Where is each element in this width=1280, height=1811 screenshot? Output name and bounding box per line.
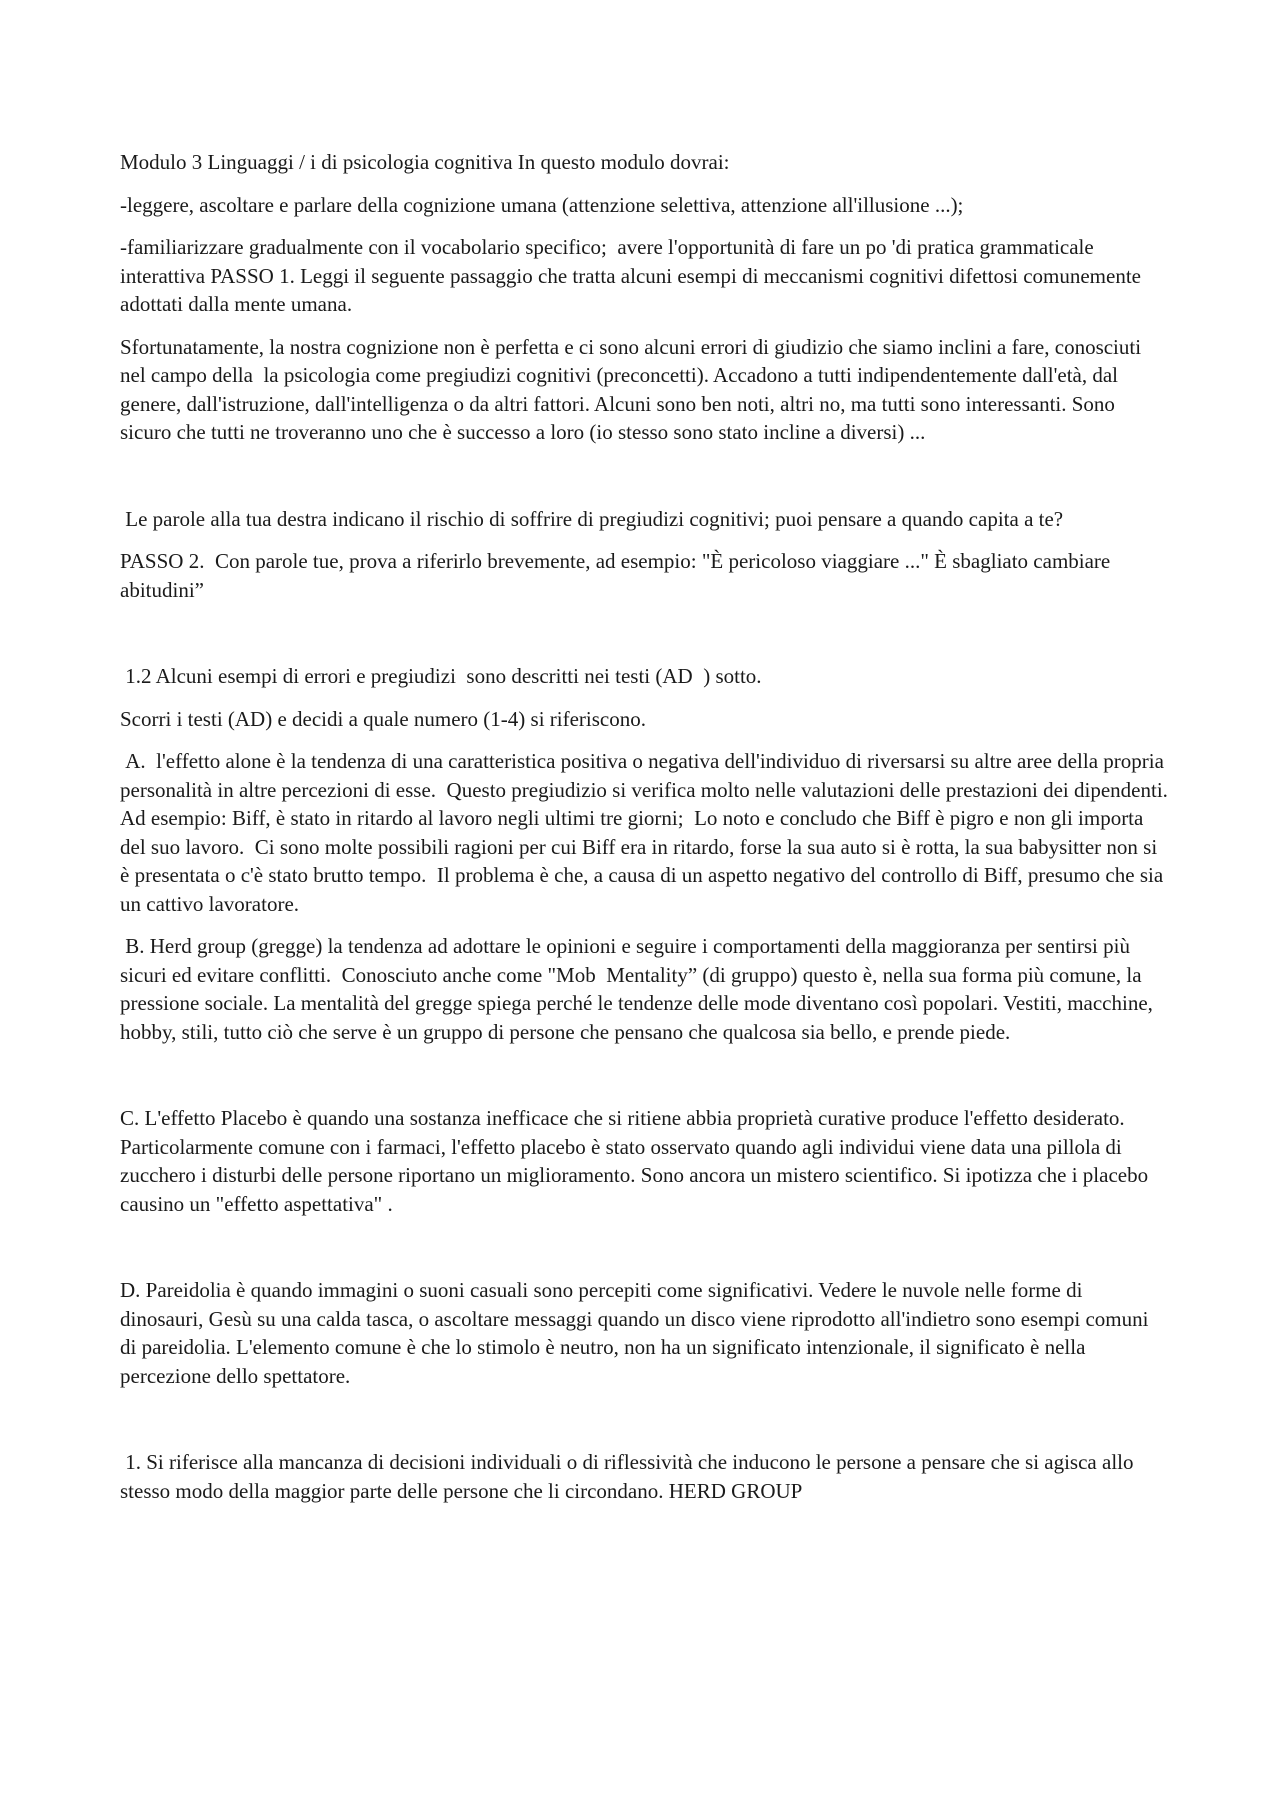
- passage-intro: Sfortunatamente, la nostra cognizione non è perfetta e ci sono alcuni errori di giudizio che siamo inclini a fare, conosciuti nel campo della la psicologia come pregiudizi cognitivi (preconcetti). Accadono a tutti indipendentemente dall'età, dal genere, dall'istruzione, dall'intelligenza o da altri fattori. Alcuni sono ben noti, altri no, ma tutti sono interessanti. Sono sicuro che tutti ne troveranno uno che è successo a loro (io stesso sono stato incline a diversi) ...: [120, 334, 1147, 444]
- goal-listening: -leggere, ascoltare e parlare della cognizione umana (attenzione selettiva, attenzione all'illusione ...);: [120, 192, 964, 217]
- item-1-answer: 1. Si riferisce alla mancanza di decisioni individuali o di riflessività che inducono le persone a pensare che si agisca allo stesso modo della maggior parte delle persone che li circondano. HERD GROUP: [120, 1450, 1139, 1503]
- text-a-halo-effect: A. l'effetto alone è la tendenza di una caratteristica positiva o negativa dell'individuo di riversarsi su altre aree della propria personalità in altre percezioni di esse. Questo pregiudizio si verifica molto nelle valutazioni delle prestazioni dei dipendenti. Ad esempio: Biff, è stato in ritardo al lavoro negli ultimi tre giorni; Lo noto e concludo che Biff è pigro e non gli importa del suo lavoro. Ci sono molte possibili ragioni per cui Biff era in ritardo, forse la sua auto si è rotta, la sua babysitter non si è presentata o c'è stato brutto tempo. Il problema è che, a causa di un aspetto negativo del controllo di Biff, presumo che sia un cattivo lavoratore.: [120, 749, 1178, 916]
- step2-instructions: PASSO 2. Con parole tue, prova a riferirlo brevemente, ad esempio: "È pericoloso viaggiare ..." È sbagliato cambiare abitudini”: [120, 549, 1116, 602]
- goal-vocabulary-step1: -familiarizzare gradualmente con il vocabolario specifico; avere l'opportunità di fare un po 'di pratica grammaticale interattiva PASSO 1. Leggi il seguente passaggio che tratta alcuni esempi di meccanismi cognitivi difettosi comunemente adottati dalla mente umana.: [120, 235, 1147, 316]
- text-c-placebo: C. L'effetto Placebo è quando una sostanza inefficace che si ritiene abbia proprietà curative produce l'effetto desiderato. Particolarmente comune con i farmaci, l'effetto placebo è stato osservato quando agli individui viene data una pillola di zucchero i disturbi delle persone riportano un miglioramento. Sono ancora un mistero scientifico. Si ipotizza che i placebo causino un "effetto aspettativa" .: [120, 1106, 1154, 1216]
- question-words: Le parole alla tua destra indicano il rischio di soffrire di pregiudizi cognitivi; puoi pensare a quando capita a te?: [120, 506, 1064, 531]
- text-b-herd-group: B. Herd group (gregge) la tendenza ad adottare le opinioni e seguire i comportamenti della maggioranza per sentirsi più sicuri ed evitare conflitti. Conosciuto anche come "Mob Mentality” (di gruppo) questo è, nella sua forma più comune, la pressione sociale. La mentalità del gregge spiega perché le tendenze delle mode diventano così popolari. Vestiti, macchine, hobby, stili, tutto ciò che serve è un gruppo di persone che pensano che qualcosa sia bello, e prende piede.: [120, 934, 1159, 1044]
- document-page: [120, 148, 1178, 1519]
- section-1-2-heading: 1.2 Alcuni esempi di errori e pregiudizi sono descritti nei testi (AD ) sotto.: [120, 664, 762, 688]
- scan-texts-instruction: Scorri i testi (AD) e decidi a quale numero (1-4) si riferiscono.: [120, 706, 646, 731]
- text-d-pareidolia: D. Pareidolia è quando immagini o suoni casuali sono percepiti come significativi. Vedere le nuvole nelle forme di dinosauri, Gesù su una calda tasca, o ascoltare messaggi quando un disco viene riprodotto all'indietro sono esempi comuni di pareidolia. L'elemento comune è che lo stimolo è neutro, non ha un significato intenzionale, il significato è nella percezione dello spettatore.: [120, 1278, 1154, 1388]
- module-intro: Modulo 3 Linguaggi / i di psicologia cognitiva In questo modulo dovrai:: [120, 150, 730, 174]
